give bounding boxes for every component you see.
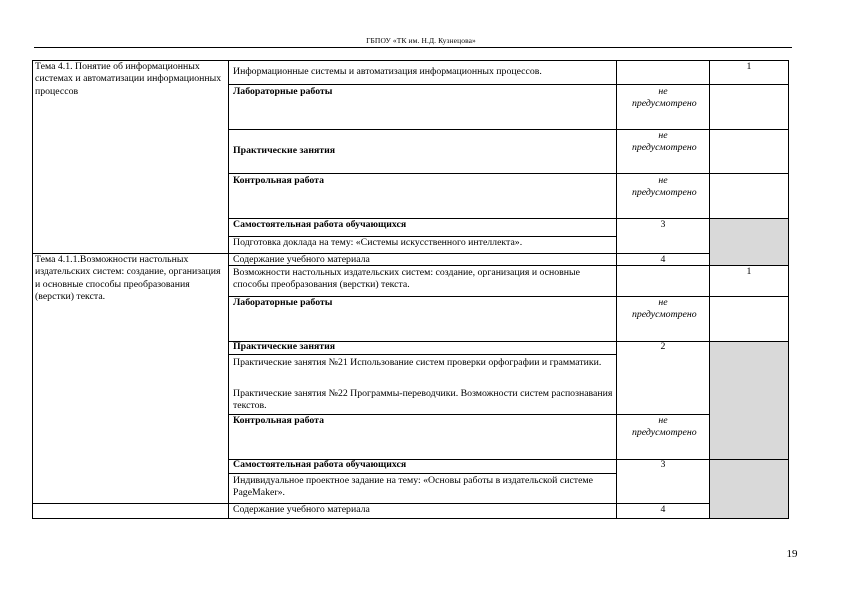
content-cell: Индивидуальное проектное задание на тему: «Основы работы в издательской системе PageMaker». bbox=[233, 475, 593, 499]
content-heading: Содержание учебного материала bbox=[233, 254, 370, 265]
page-number: 19 bbox=[786, 548, 798, 560]
content-heading: Содержание учебного материала bbox=[233, 504, 370, 515]
topic-4-1-1-title: Тема 4.1.1.Возможности настольных издательских систем: создание, организация и основные способы преобразования (верстки) текста. bbox=[35, 254, 221, 302]
hours-cell: 4 bbox=[660, 504, 666, 515]
hours-cell: не предусмотрено bbox=[632, 175, 697, 199]
lab-works-label: Лабораторные работы bbox=[233, 297, 333, 308]
hours-cell: 2 bbox=[660, 341, 666, 352]
table-border bbox=[228, 473, 616, 474]
practical-session-22: Практические занятия №22 Программы-переводчики. Возможности систем распознавания текстов. bbox=[233, 388, 613, 412]
hours-cell: не предусмотрено bbox=[632, 130, 697, 154]
content-cell: Подготовка доклада на тему: «Системы искусственного интеллекта». bbox=[233, 237, 523, 248]
table-border bbox=[228, 173, 789, 174]
table-border bbox=[228, 354, 616, 355]
level-cell: 1 bbox=[746, 61, 752, 72]
shaded-cell bbox=[709, 459, 788, 518]
practical-session-21: Практические занятия №21 Использование систем проверки орфографии и грамматики. bbox=[233, 357, 602, 368]
hours-cell: не предусмотрено bbox=[632, 86, 697, 110]
content-cell: Информационные системы и автоматизация информационных процессов. bbox=[233, 66, 542, 77]
table-border bbox=[32, 60, 33, 518]
hours-cell: 3 bbox=[660, 219, 666, 230]
independent-work-label: Самостоятельная работа обучающихся bbox=[233, 219, 407, 230]
lab-works-label: Лабораторные работы bbox=[233, 86, 333, 97]
practical-label: Практические занятия bbox=[233, 145, 336, 156]
shaded-cell bbox=[709, 341, 788, 459]
table-border bbox=[32, 518, 789, 519]
header-divider bbox=[34, 47, 792, 48]
document-header: ГБПОУ «ТК им. Н.Д. Кузнецова» bbox=[366, 36, 476, 45]
topic-4-1-title: Тема 4.1. Понятие об информационных системах и автоматизации информационных процессов bbox=[35, 61, 222, 97]
hours-cell: не предусмотрено bbox=[632, 297, 697, 321]
control-work-label: Контрольная работа bbox=[233, 175, 324, 186]
practical-label: Практические занятия bbox=[233, 341, 336, 352]
level-cell: 1 bbox=[746, 266, 752, 277]
shaded-cell bbox=[709, 218, 788, 265]
control-work-label: Контрольная работа bbox=[233, 415, 324, 426]
table-border bbox=[228, 84, 789, 85]
hours-cell: не предусмотрено bbox=[632, 415, 697, 439]
hours-cell: 3 bbox=[660, 459, 666, 470]
independent-work-label: Самостоятельная работа обучающихся bbox=[233, 459, 407, 470]
content-cell: Возможности настольных издательских систем: создание, организация и основные способы преобразования (верстки) текста. bbox=[233, 267, 580, 291]
hours-cell: 4 bbox=[660, 254, 666, 265]
